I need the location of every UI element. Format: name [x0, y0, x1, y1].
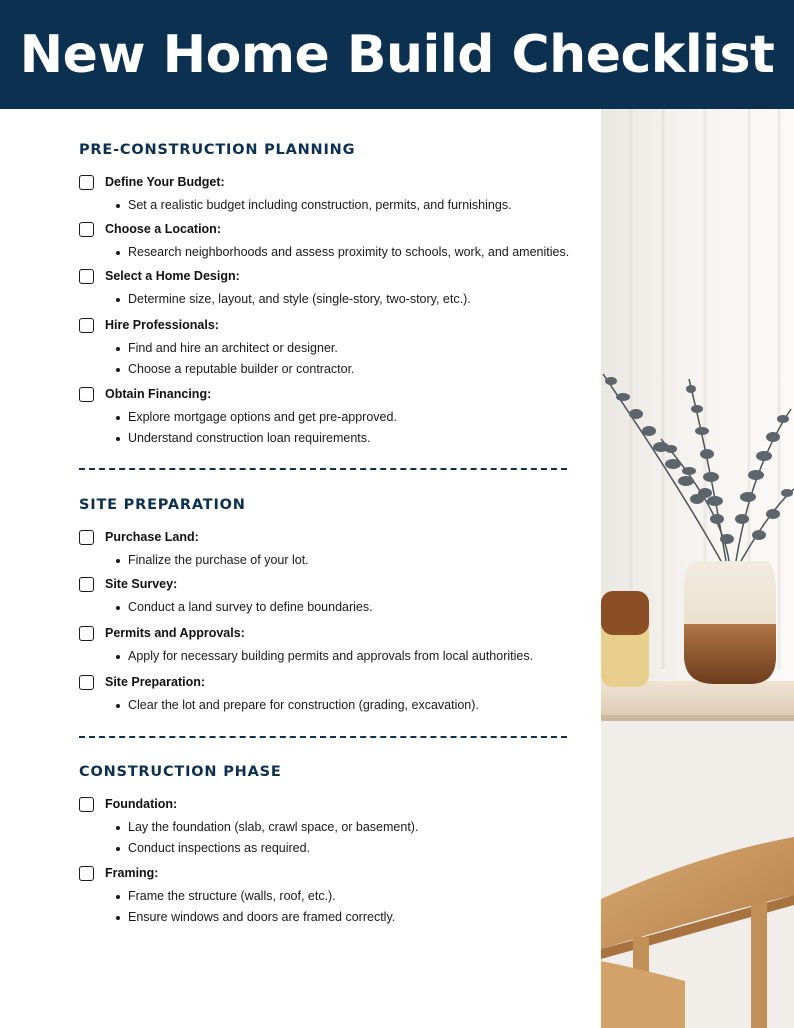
item-label: Foundation: — [105, 797, 178, 811]
item-label: Obtain Financing: — [105, 387, 212, 401]
bullet-list — [79, 646, 589, 667]
checklist-item — [79, 863, 589, 928]
bullet-list — [79, 550, 589, 571]
bullet-item: Conduct inspections as required. — [128, 838, 589, 859]
checkbox[interactable] — [79, 626, 94, 641]
item-label: Framing: — [105, 866, 159, 880]
checklist-item — [79, 172, 589, 216]
bullet-item: Research neighborhoods and assess proximity to schools, work, and amenities. — [128, 242, 589, 263]
bullet-item: Frame the structure (walls, roof, etc.). — [128, 886, 589, 907]
checkbox[interactable] — [79, 530, 94, 545]
header-banner — [0, 0, 794, 109]
bullet-list — [79, 597, 589, 618]
item-label: Site Survey: — [105, 577, 178, 591]
section-title-construction-phase: CONSTRUCTION PHASE — [79, 764, 282, 780]
bullet-item: Apply for necessary building permits and approvals from local authorities. — [128, 646, 589, 667]
checkbox[interactable] — [79, 222, 94, 237]
page-title: New Home Build Checklist — [19, 24, 775, 85]
checkbox[interactable] — [79, 675, 94, 690]
checkbox[interactable] — [79, 269, 94, 284]
checklist-item — [79, 315, 589, 380]
section-divider — [79, 736, 567, 738]
bullet-list — [79, 289, 589, 310]
bullet-item: Determine size, layout, and style (single-story, two-story, etc.). — [128, 289, 589, 310]
bullet-list — [79, 242, 589, 263]
interior-photo — [601, 109, 794, 1028]
bullet-item: Clear the lot and prepare for construction (grading, excavation). — [128, 695, 589, 716]
item-label: Select a Home Design: — [105, 269, 240, 283]
bullet-list — [79, 338, 589, 380]
bullet-list — [79, 407, 589, 449]
item-label: Hire Professionals: — [105, 318, 219, 332]
checkbox[interactable] — [79, 175, 94, 190]
bullet-item: Understand construction loan requirements. — [128, 428, 589, 449]
bullet-item: Set a realistic budget including construction, permits, and furnishings. — [128, 195, 589, 216]
item-label: Site Preparation: — [105, 675, 206, 689]
checklist-item — [79, 527, 589, 571]
bullet-item: Ensure windows and doors are framed correctly. — [128, 907, 589, 928]
checklist-content — [0, 109, 601, 1028]
section-title-site-preparation: SITE PREPARATION — [79, 497, 246, 513]
checkbox[interactable] — [79, 577, 94, 592]
bullet-list — [79, 817, 589, 859]
checklist-item — [79, 794, 589, 859]
item-label: Choose a Location: — [105, 222, 221, 236]
bullet-item: Explore mortgage options and get pre-approved. — [128, 407, 589, 428]
checklist-item — [79, 266, 589, 310]
bullet-item: Finalize the purchase of your lot. — [128, 550, 589, 571]
item-label: Define Your Budget: — [105, 175, 225, 189]
section-title-pre-construction: PRE-CONSTRUCTION PLANNING — [79, 142, 356, 158]
checklist-item — [79, 219, 589, 263]
checkbox[interactable] — [79, 387, 94, 402]
bullet-item: Choose a reputable builder or contractor. — [128, 359, 589, 380]
checklist-item — [79, 672, 589, 716]
item-label: Purchase Land: — [105, 530, 199, 544]
bullet-item: Conduct a land survey to define boundaries. — [128, 597, 589, 618]
bullet-list — [79, 886, 589, 928]
section-divider — [79, 468, 567, 470]
bullet-list — [79, 695, 589, 716]
bullet-item: Find and hire an architect or designer. — [128, 338, 589, 359]
checkbox[interactable] — [79, 318, 94, 333]
checkbox[interactable] — [79, 797, 94, 812]
checkbox[interactable] — [79, 866, 94, 881]
bullet-list — [79, 195, 589, 216]
checklist-item — [79, 623, 589, 667]
item-label: Permits and Approvals: — [105, 626, 245, 640]
checklist-item — [79, 574, 589, 618]
checklist-item — [79, 384, 589, 449]
bullet-item: Lay the foundation (slab, crawl space, or basement). — [128, 817, 589, 838]
